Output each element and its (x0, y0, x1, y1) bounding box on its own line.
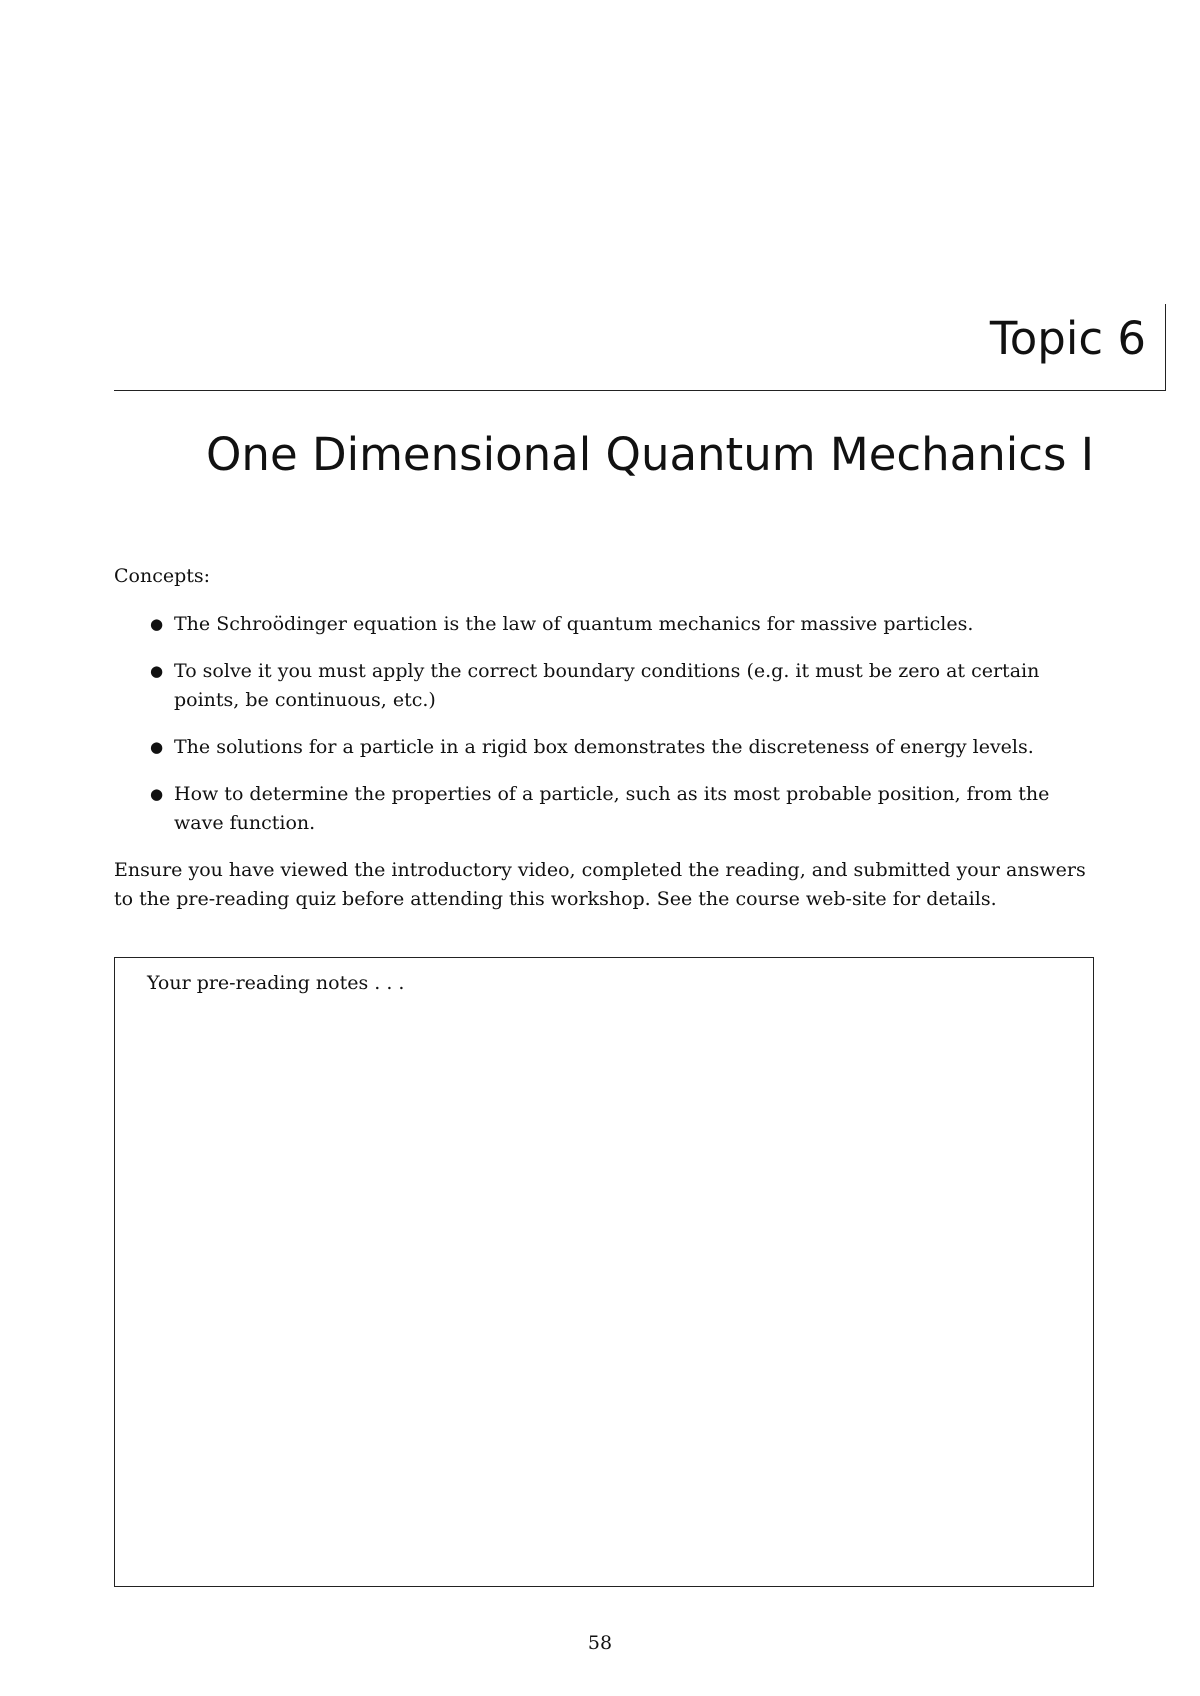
concepts-heading: Concepts: (114, 565, 211, 587)
bullet-icon: ● (150, 785, 164, 803)
concept-list (146, 610, 1094, 856)
topic-horizontal-rule (114, 390, 1166, 391)
list-item (146, 780, 1094, 838)
concept-text: How to determine the properties of a particle, such as its most probable position, from the wave function. (174, 783, 1050, 834)
bullet-icon: ● (150, 615, 164, 633)
notes-label: Your pre-reading notes . . . (147, 972, 405, 994)
page-title: One Dimensional Quantum Mechanics I (206, 428, 1094, 481)
bullet-icon: ● (150, 662, 164, 680)
notes-box[interactable] (114, 957, 1094, 1587)
page-number: 58 (587, 1632, 613, 1654)
list-item (146, 657, 1094, 715)
concept-text: The solutions for a particle in a rigid box demonstrates the discreteness of energy levels. (174, 736, 1034, 758)
topic-label: Topic 6 (989, 312, 1146, 365)
list-item (146, 610, 1094, 639)
instructions-paragraph: Ensure you have viewed the introductory video, completed the reading, and submitted your answers to the pre-reading quiz before attending this workshop. See the course web-site for details. (114, 859, 1086, 910)
concept-text: The Schroödinger equation is the law of quantum mechanics for massive particles. (174, 613, 974, 635)
list-item (146, 733, 1094, 762)
bullet-icon: ● (150, 738, 164, 756)
concept-text: To solve it you must apply the correct boundary conditions (e.g. it must be zero at certain points, be continuous, etc.) (174, 660, 1040, 711)
topic-vertical-rule (1165, 304, 1166, 391)
